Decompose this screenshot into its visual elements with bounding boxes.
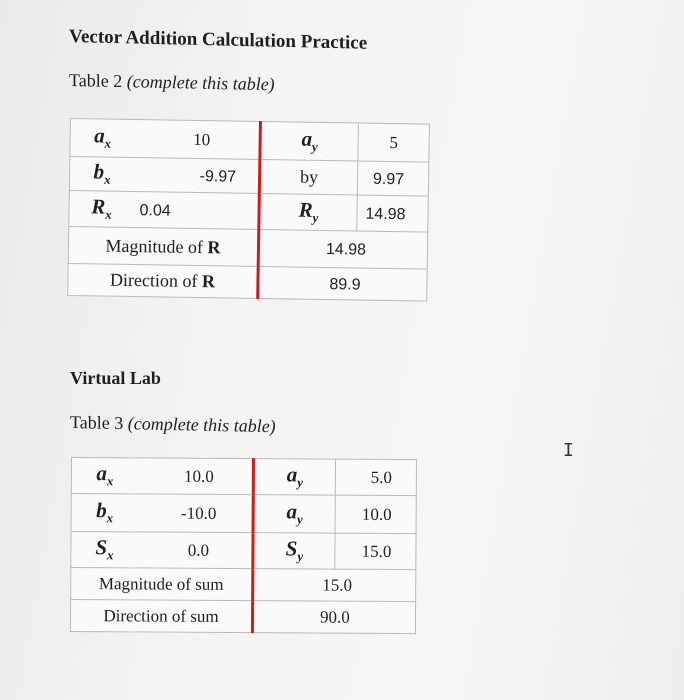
label-ax: $a_x$ xyxy=(71,458,138,494)
value-ax[interactable]: 10 xyxy=(134,120,260,160)
magnitude-label: Magnitude of sum xyxy=(71,568,253,601)
magnitude-value[interactable]: 14.98 xyxy=(258,229,428,269)
table-row xyxy=(71,458,416,496)
table-row xyxy=(70,600,415,634)
table-row xyxy=(71,568,416,602)
label-by: by xyxy=(259,159,358,195)
value-ay[interactable]: 5.0 xyxy=(335,459,416,495)
magnitude-label: Magnitude of R xyxy=(68,226,259,266)
virtual-lab-heading: Virtual Lab xyxy=(70,368,161,388)
value-ay[interactable]: 5 xyxy=(358,123,430,162)
table-row xyxy=(69,157,428,197)
label-ry: $R_y$ xyxy=(259,193,358,231)
table-row xyxy=(69,190,429,232)
label-rx: $R_x$ xyxy=(69,190,134,227)
label-sy: $S_y$ xyxy=(253,533,335,570)
table-row xyxy=(68,226,428,269)
label-ay-2: $a_y$ xyxy=(253,495,335,534)
value-ax[interactable]: 10.0 xyxy=(138,458,254,495)
value-by[interactable]: 9.97 xyxy=(357,161,429,196)
value-ry[interactable]: 14.98 xyxy=(357,195,429,232)
direction-value[interactable]: 89.9 xyxy=(258,266,427,301)
table3-caption: Table 3 (complete this table) xyxy=(70,412,276,437)
label-ax: $a_x$ xyxy=(70,119,135,158)
magnitude-value[interactable]: 15.0 xyxy=(253,569,416,602)
label-bx: $b_x$ xyxy=(69,157,134,192)
direction-label: Direction of R xyxy=(68,263,258,298)
label-ay: $a_y$ xyxy=(260,121,359,161)
value-bx[interactable]: -10.0 xyxy=(138,494,254,533)
page-title: Vector Addition Calculation Practice xyxy=(69,26,368,54)
value-by[interactable]: 10.0 xyxy=(335,495,416,533)
direction-value[interactable]: 90.0 xyxy=(252,601,415,634)
label-bx: $b_x$ xyxy=(71,494,138,532)
table2-caption: Table 2 (complete this table) xyxy=(69,70,275,95)
table-row xyxy=(70,119,430,163)
table-row xyxy=(68,263,427,301)
text-cursor-icon: I xyxy=(563,440,574,461)
table-row xyxy=(71,494,416,534)
label-ay: $a_y$ xyxy=(253,459,335,496)
table-row xyxy=(71,532,416,570)
value-sy[interactable]: 15.0 xyxy=(335,533,416,569)
direction-label: Direction of sum xyxy=(70,600,252,633)
table2 xyxy=(67,118,430,302)
value-rx[interactable]: 0.04 xyxy=(133,192,259,230)
value-bx[interactable]: -9.97 xyxy=(134,158,260,194)
label-sx: $S_x$ xyxy=(71,532,138,568)
value-sx[interactable]: 0.0 xyxy=(137,532,253,569)
table3 xyxy=(70,457,417,634)
